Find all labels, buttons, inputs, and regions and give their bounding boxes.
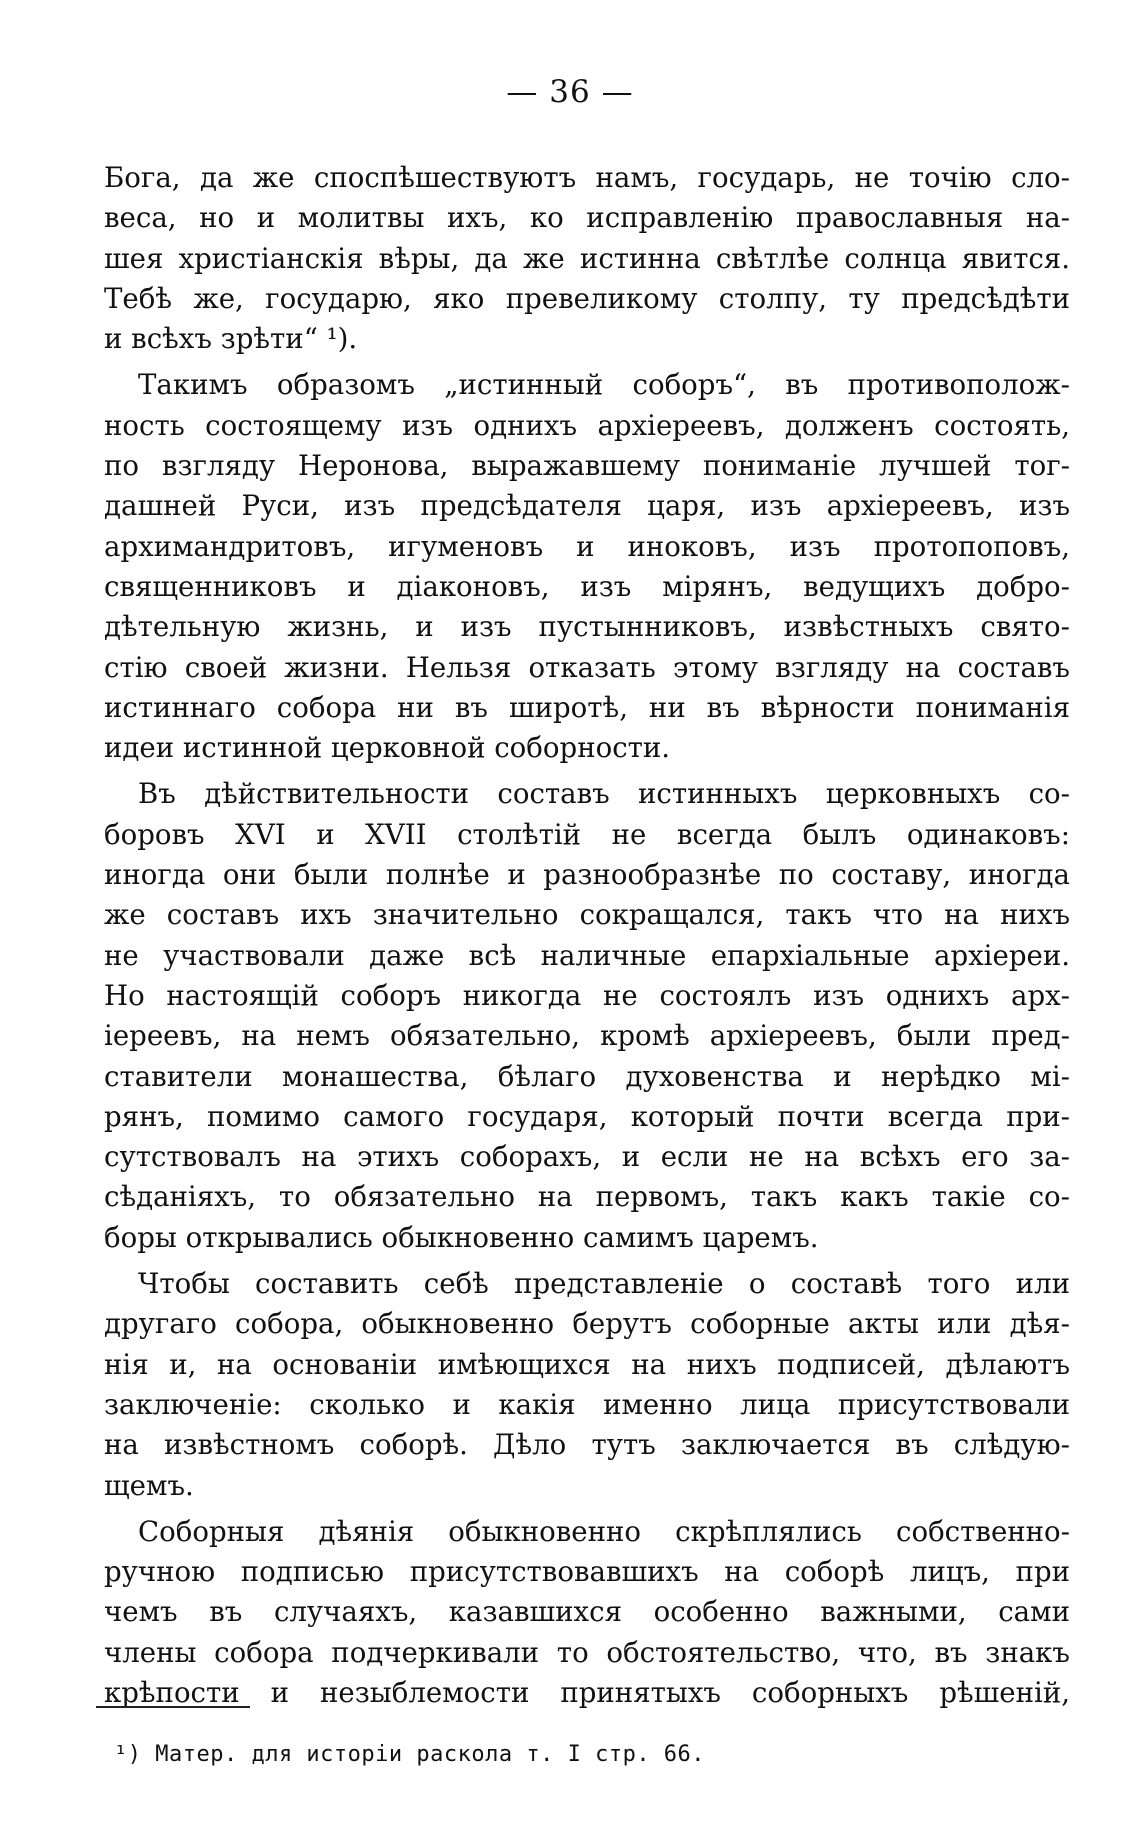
text-line: идеи истинной церковной соборности.	[104, 731, 671, 765]
paragraph	[104, 1512, 1070, 1713]
text-line: щемъ.	[104, 1468, 194, 1502]
text-line: ручною подписью присутствовавшихъ на соборѣ лицъ, при	[104, 1555, 1070, 1589]
text-line: боры открывались обыкновенно самимъ царемъ.	[104, 1220, 819, 1254]
text-line: сѣданіяхъ, то обязательно на первомъ, такъ какъ такіе со-	[104, 1180, 1070, 1214]
text-line: ставители монашества, бѣлаго духовенства и нерѣдко мі-	[104, 1059, 1070, 1093]
text-line: члены собора подчеркивали то обстоятельство, что, въ знакъ	[104, 1635, 1070, 1669]
text-line: Тебѣ же, государю, яко превеликому столпу, ту предсѣдѣти	[104, 281, 1070, 315]
text-line: Чтобы составить себѣ представленіе о составѣ того или	[138, 1267, 1070, 1301]
text-line: Бога, да же споспѣшествуютъ намъ, государь, не точію сло-	[104, 161, 1070, 194]
text-line: Соборныя дѣянія обыкновенно скрѣплялись собственно-	[138, 1514, 1070, 1548]
text-line: чемъ въ случаяхъ, казавшихся особенно важными, сами	[104, 1595, 1070, 1629]
body-text	[104, 158, 1070, 1713]
text-line: веса, но и молитвы ихъ, ко исправленію православныя на-	[104, 201, 1070, 235]
text-line: по взгляду Неронова, выражавшему пониманіе лучшей тог-	[104, 449, 1070, 483]
text-line: не участвовали даже всѣ наличные епархіальные архіереи.	[104, 938, 1070, 972]
paragraph	[104, 365, 1070, 768]
text-line: дашней Руси, изъ предсѣдателя царя, изъ архіереевъ, изъ	[104, 489, 1070, 523]
text-line: дѣтельную жизнь, и изъ пустынниковъ, извѣстныхъ свято-	[104, 610, 1070, 644]
text-line: Въ дѣйствительности составъ истинныхъ церковныхъ со-	[138, 777, 1070, 811]
text-line: иногда они были полнѣе и разнообразнѣе по составу, иногда	[104, 858, 1070, 892]
text-line: Но настоящій соборъ никогда не состоялъ изъ однихъ арх-	[104, 978, 1070, 1012]
text-line: шея христіанскія вѣры, да же истинна свѣтлѣе солнца явится.	[104, 241, 1070, 275]
text-line: сутствовалъ на этихъ соборахъ, и если не на всѣхъ его за-	[104, 1140, 1070, 1174]
text-line: другаго собора, обыкновенно берутъ соборные акты или дѣя-	[104, 1307, 1070, 1341]
text-line: крѣпости и незыблемости принятыхъ соборныхъ рѣшеній,	[104, 1675, 1070, 1709]
paragraph	[104, 774, 1070, 1258]
text-line: ность состоящему изъ однихъ архіереевъ, долженъ состоять,	[104, 408, 1070, 442]
text-line: заключеніе: сколько и какія именно лица присутствовали	[104, 1387, 1070, 1421]
text-line: архимандритовъ, игуменовъ и иноковъ, изъ протопоповъ,	[104, 529, 1070, 563]
page-number: — 36 —	[506, 74, 634, 110]
text-line: нія и, на основаніи имѣющихся на нихъ подписей, дѣлаютъ	[104, 1347, 1070, 1381]
text-line: на извѣстномъ соборѣ. Дѣло тутъ заключается въ слѣдую-	[104, 1428, 1070, 1462]
text-line: боровъ XVI и XVII столѣтій не всегда былъ одинаковъ:	[104, 817, 1070, 851]
text-line: рянъ, помимо самого государя, который почти всегда при-	[104, 1099, 1070, 1133]
text-line: іереевъ, на немъ обязательно, кромѣ архіереевъ, были пред-	[104, 1019, 1070, 1053]
text-line: Такимъ образомъ „истинный соборъ“, въ противополож-	[138, 368, 1070, 402]
footnote-divider	[96, 1706, 250, 1708]
paragraph	[104, 158, 1070, 359]
text-line: и всѣхъ зрѣти“ ¹).	[104, 322, 358, 356]
text-line: истиннаго собора ни въ широтѣ, ни въ вѣрности пониманія	[104, 690, 1070, 724]
text-line: же составъ ихъ значительно сокращался, такъ что на нихъ	[104, 898, 1070, 932]
text-line: стію своей жизни. Нельзя отказать этому взгляду на составъ	[104, 650, 1070, 684]
footnote: ¹) Матер. для исторіи раскола т. I стр. 66.	[114, 1742, 706, 1767]
text-line: священниковъ и діаконовъ, изъ мірянъ, ведущихъ добро-	[104, 569, 1070, 603]
paragraph	[104, 1264, 1070, 1506]
